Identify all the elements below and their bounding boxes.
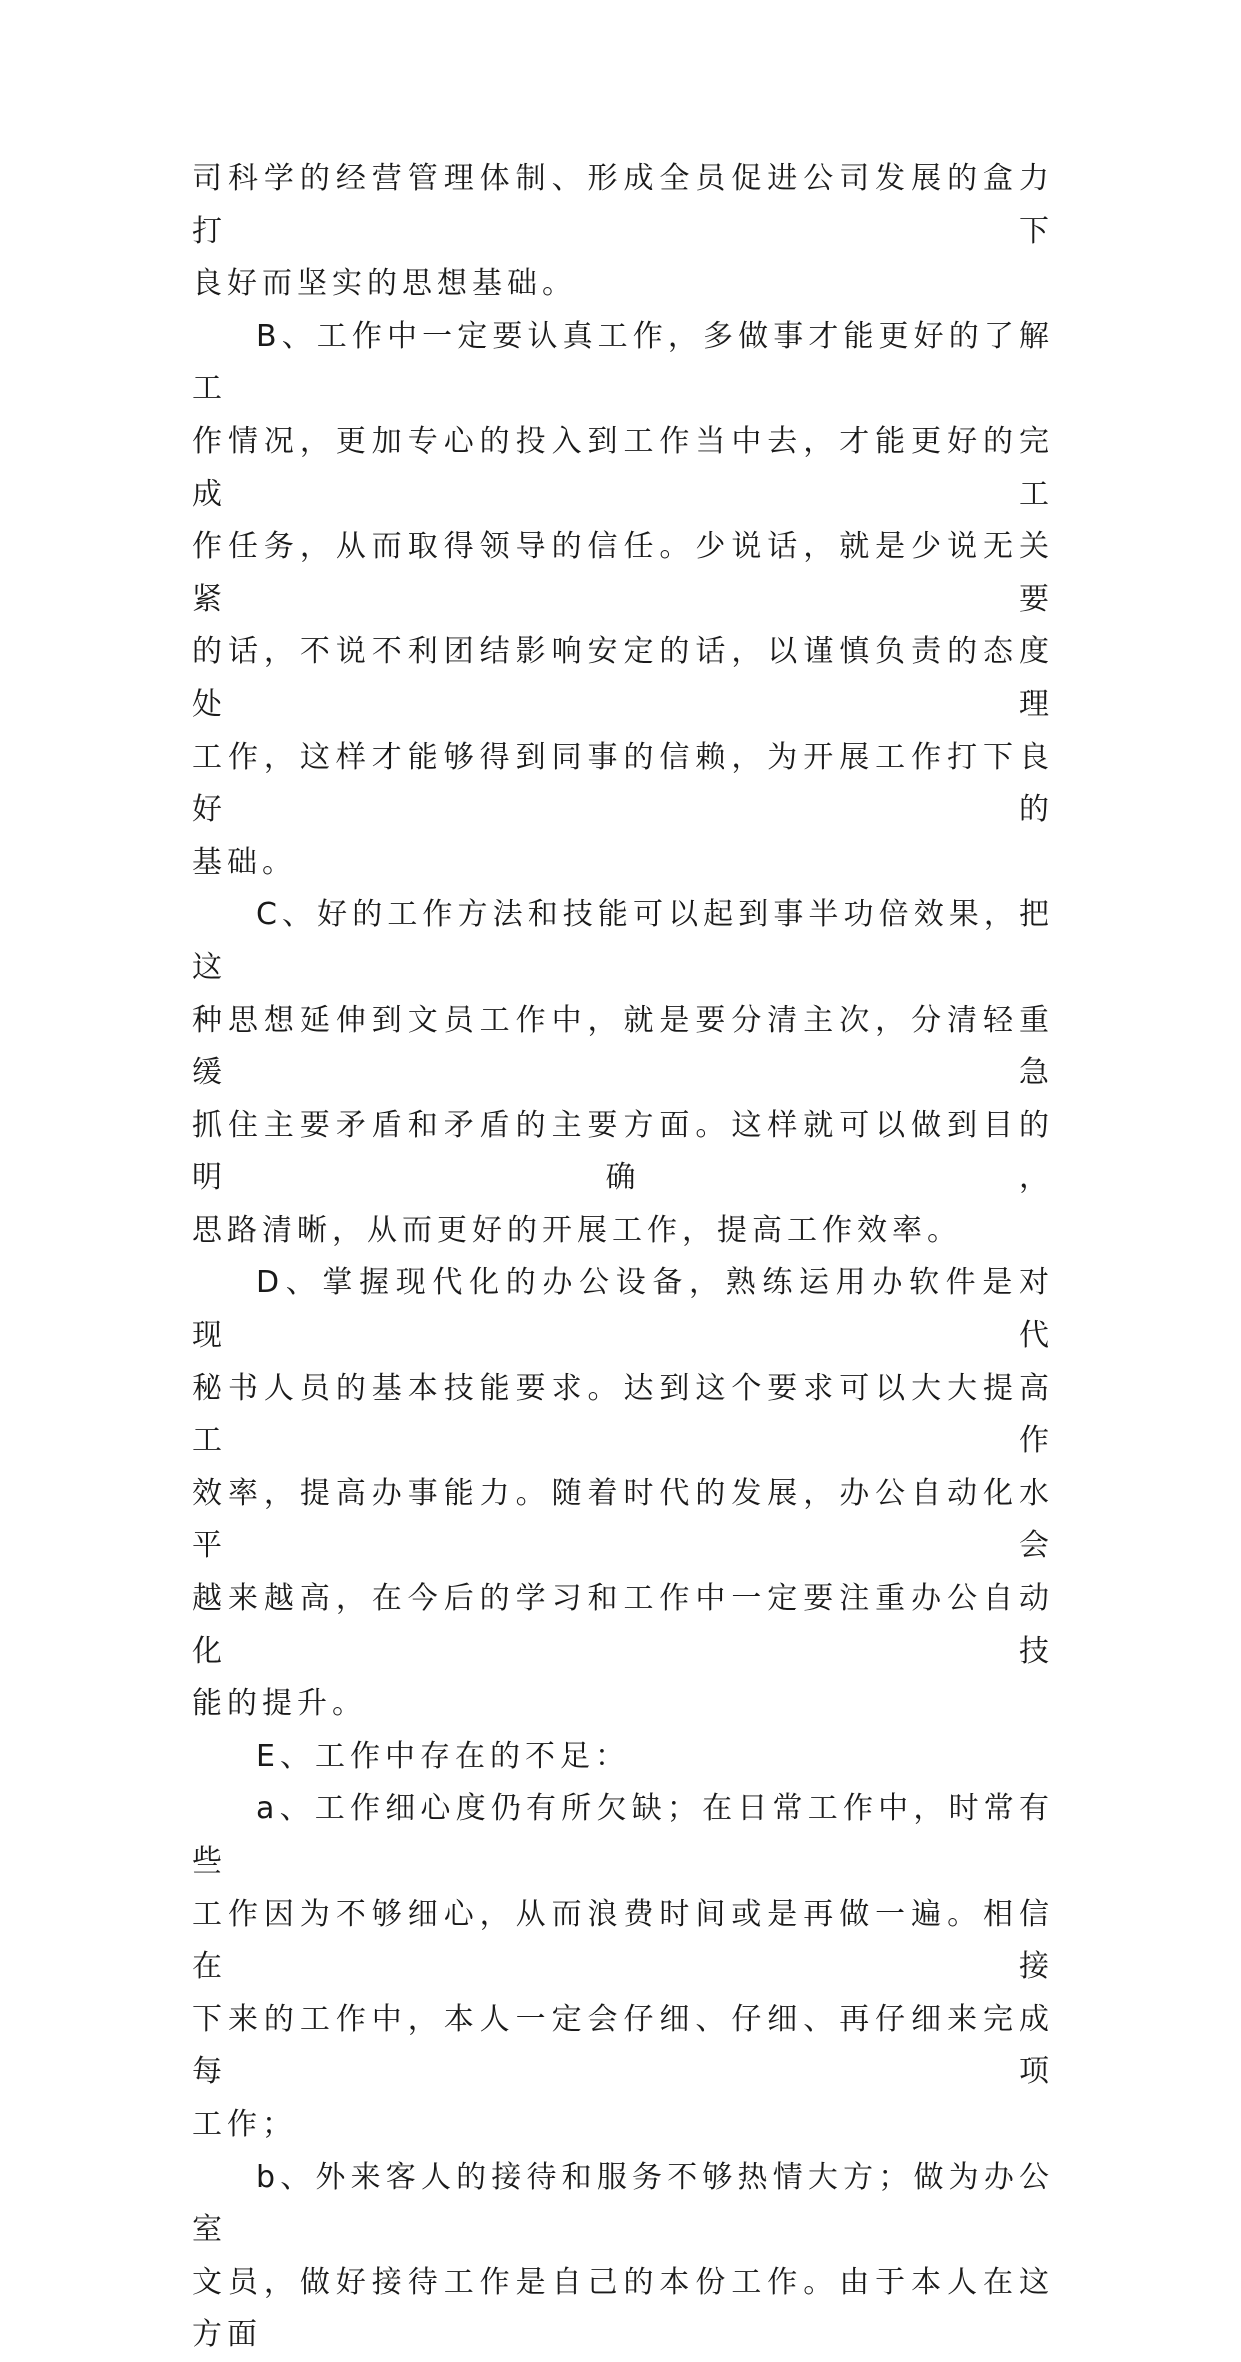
- text-line: 工作；: [192, 2106, 297, 2142]
- text-line: b、外来客人的接待和服务不够热情大方；做为办公室: [192, 2159, 1054, 2248]
- text-line: C、好的工作方法和技能可以起到事半功倍效果，把这: [192, 897, 1054, 985]
- paragraph: [192, 1783, 1054, 2151]
- text-line: 作任务，从而取得领导的信任。少说话，就是少说无关紧要: [192, 529, 1054, 617]
- text-line: 下来的工作中，本人一定会仔细、仔细、再仔细来完成每项: [192, 2001, 1054, 2090]
- paragraph: [192, 889, 1054, 1257]
- paragraph: [192, 1731, 1054, 1784]
- paragraph: [192, 1257, 1054, 1730]
- text-line: 司科学的经营管理体制、形成全员促进公司发展的盒力打下: [192, 161, 1054, 249]
- text-line: 能的提升。: [192, 1686, 367, 1722]
- text-line: 良好而坚实的思想基础。: [192, 266, 577, 302]
- text-line: 效率，提高办事能力。随着时代的发展，办公自动化水平会: [192, 1475, 1054, 1564]
- text-line: 工作因为不够细心，从而浪费时间或是再做一遍。相信在接: [192, 1896, 1054, 1985]
- text-line: 秘书人员的基本技能要求。达到这个要求可以大大提高工作: [192, 1370, 1054, 1459]
- text-line: 基础。: [192, 844, 297, 880]
- text-line: D、掌握现代化的办公设备，熟练运用办软件是对现代: [192, 1265, 1054, 1354]
- text-line: 思路清晰，从而更好的开展工作，提高工作效率。: [192, 1212, 962, 1248]
- document-body: [192, 153, 1054, 2362]
- paragraph: [192, 311, 1054, 890]
- text-line: 种思想延伸到文员工作中，就是要分清主次，分清轻重缓急: [192, 1002, 1054, 1091]
- text-line: E、工作中存在的不足：: [256, 1738, 630, 1774]
- text-line: 作情况，更加专心的投入到工作当中去，才能更好的完成工: [192, 423, 1054, 512]
- paragraph: [192, 153, 1054, 311]
- text-line: 的话，不说不利团结影响安定的话，以谨慎负责的态度处理: [192, 634, 1054, 722]
- text-line: 工作，这样才能够得到同事的信赖，为开展工作打下良好的: [192, 739, 1054, 828]
- paragraph: [192, 2152, 1054, 2362]
- text-line: 文员，做好接待工作是自己的本份工作。由于本人在这方面: [192, 2264, 1054, 2353]
- text-line: 越来越高，在今后的学习和工作中一定要注重办公自动化技: [192, 1581, 1054, 1669]
- text-line: B、工作中一定要认真工作，多做事才能更好的了解工: [192, 318, 1054, 407]
- text-line: 抓住主要矛盾和矛盾的主要方面。这样就可以做到目的明确，: [192, 1107, 1054, 1196]
- text-line: a、工作细心度仍有所欠缺；在日常工作中，时常有些: [192, 1791, 1054, 1879]
